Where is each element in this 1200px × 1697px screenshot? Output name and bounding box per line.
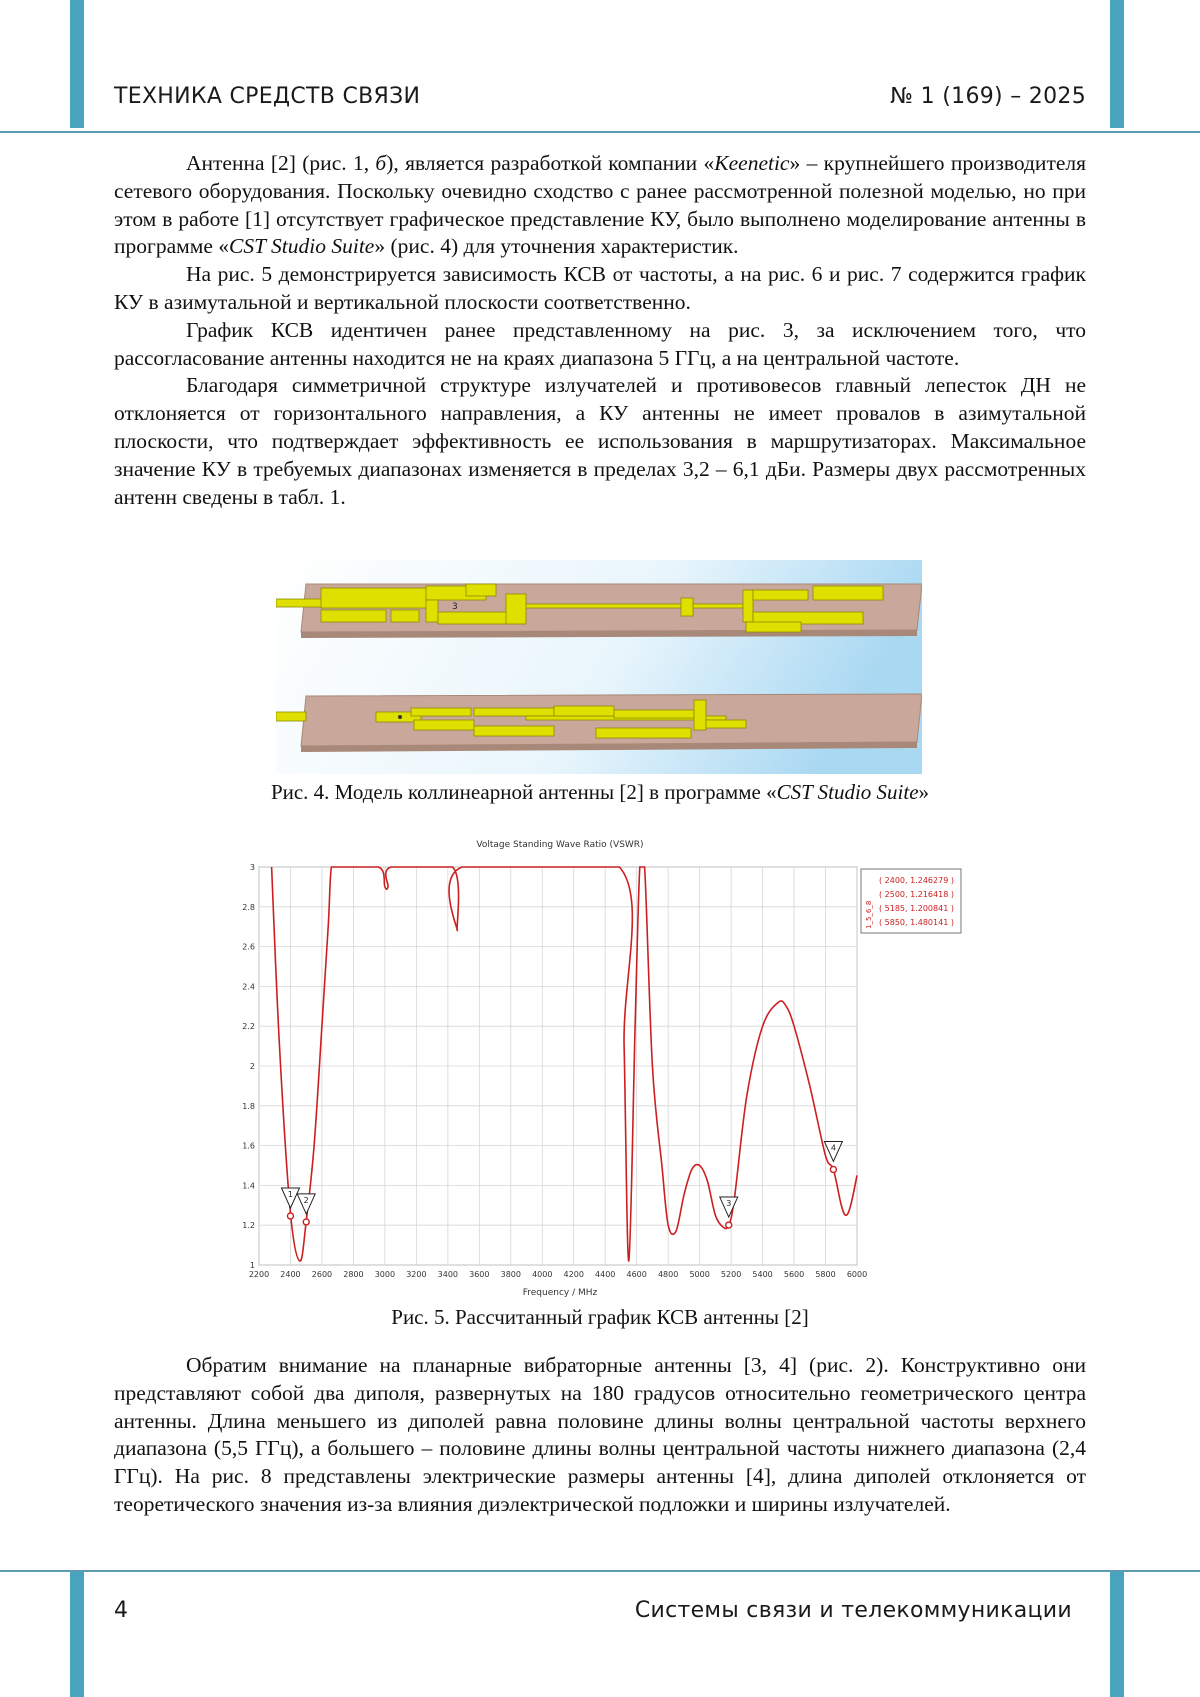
chart-title: Voltage Standing Wave Ratio (VSWR) bbox=[476, 840, 644, 850]
y-tick-label: 1.2 bbox=[242, 1221, 255, 1231]
antenna-board-top bbox=[276, 584, 922, 638]
x-tick-label: 4200 bbox=[563, 1270, 584, 1279]
x-tick-label: 5600 bbox=[783, 1270, 805, 1279]
y-tick-label: 1.4 bbox=[242, 1181, 255, 1191]
x-tick-label: 3400 bbox=[437, 1270, 459, 1279]
y-tick-label: 3 bbox=[249, 863, 255, 872]
page-number: 4 bbox=[114, 1598, 129, 1623]
y-tick-label: 2.4 bbox=[242, 982, 255, 992]
y-tick-label: 2.6 bbox=[242, 942, 255, 952]
x-tick-label: 3600 bbox=[469, 1270, 490, 1279]
marker-label: 3 bbox=[726, 1199, 732, 1209]
footer-rule bbox=[0, 1570, 1200, 1572]
x-tick-label: 4800 bbox=[657, 1270, 679, 1279]
x-tick-label: 4600 bbox=[626, 1270, 647, 1279]
x-tick-label: 3800 bbox=[500, 1270, 521, 1279]
x-tick-label: 3000 bbox=[374, 1270, 396, 1279]
x-tick-label: 2400 bbox=[280, 1270, 301, 1279]
figure4-caption: Рис. 4. Модель коллинеарной антенны [2] в программе «CST Studio Suite» bbox=[270, 780, 930, 804]
paragraph: Антенна [2] (рис. 1, б), является разработкой компании «Keenetic» – крупнейшего производителя сетевого оборудования. Поскольку очевидно сходство с ранее рассмотренной полезной моделью, но при этом в работе [1] отсутствует графическое представление КУ, было выполнено моделирование антенны в программе «CST Studio Suite» (рис. 4) для уточнения характеристик. bbox=[114, 151, 1086, 259]
figure5-caption: Рис. 5. Рассчитанный график КСВ антенны [2] bbox=[391, 1305, 809, 1329]
marker-point bbox=[830, 1166, 836, 1172]
paragraph: На рис. 5 демонстрируется зависимость КСВ от частоты, а на рис. 6 и рис. 7 содержится график КУ в азимутальной и вертикальной плоскости соответственно. bbox=[114, 262, 1086, 314]
x-axis-label: Frequency / MHz bbox=[522, 1288, 598, 1298]
x-tick-label: 5000 bbox=[689, 1270, 710, 1279]
chart-frame bbox=[235, 835, 965, 1305]
legend-entry: ( 5850, 1.480141 ) bbox=[879, 918, 954, 927]
marker-label: 4 bbox=[830, 1143, 836, 1153]
y-tick-label: 1.6 bbox=[242, 1141, 255, 1151]
x-tick-label: 2800 bbox=[343, 1270, 364, 1279]
paragraph: Обратим внимание на планарные вибраторные антенны [3, 4] (рис. 2). Конструктивно они представляют собой два диполя, развернутых на 180 градусов относительно геометрического центра антенны. Длина меньшего из диполей равна половине длины волны центральной частоты верхнего диапазона (5,5 ГГц), а большего – половине длины волны центральной частоты нижнего диапазона (2,4 ГГц). На рис. 8 представлены электрические размеры антенны [4], длина диполей отклоняется от теоретического значения из-за влияния диэлектрической подложки и ширины излучателей. bbox=[114, 1353, 1086, 1516]
left-top-bar bbox=[70, 0, 84, 128]
y-tick-label: 2 bbox=[249, 1062, 255, 1071]
right-top-bar bbox=[1110, 0, 1124, 128]
legend-entry: ( 5185, 1.200841 ) bbox=[879, 904, 954, 913]
journal-title: ТЕХНИКА СРЕДСТВ СВЯЗИ bbox=[114, 84, 421, 109]
antenna-model-figure bbox=[276, 560, 922, 774]
x-tick-label: 5400 bbox=[752, 1270, 773, 1279]
x-tick-label: 5800 bbox=[815, 1270, 836, 1279]
paragraph: Благодаря симметричной структуре излучателей и противовесов главный лепесток ДН не отклоняется от горизонтального направления, а КУ антенны не имеет провалов в азимутальной плоскости, что подтверждает эффективность ее использования в маршрутизаторах. Максимальное значение КУ в требуемых диапазонах изменяется в пределах 3,2 – 6,1 дБи. Размеры двух рассмотренных антенн сведены в табл. 1. bbox=[114, 373, 1086, 509]
x-tick-label: 2200 bbox=[248, 1270, 270, 1279]
x-tick-label: 3200 bbox=[406, 1270, 427, 1279]
marker-point bbox=[303, 1219, 309, 1225]
x-tick-label: 2600 bbox=[311, 1270, 333, 1279]
marker-label: 2 bbox=[303, 1195, 309, 1205]
legend-entry: ( 2500, 1.216418 ) bbox=[879, 890, 954, 899]
x-tick-label: 6000 bbox=[846, 1270, 868, 1279]
antenna-board-bottom bbox=[276, 694, 922, 752]
marker-label: 1 bbox=[287, 1189, 294, 1199]
x-tick-label: 4400 bbox=[595, 1270, 616, 1279]
legend-side-label: 1_5_6_8 bbox=[865, 900, 873, 929]
x-tick-label: 4000 bbox=[532, 1270, 553, 1279]
x-tick-label: 5200 bbox=[720, 1270, 742, 1279]
paragraph: График КСВ идентичен ранее представленному на рис. 3, за исключением того, что рассогласование антенны находится не на краях диапазона 5 ГГц, а на центральной частоте. bbox=[114, 317, 1086, 370]
vswr-chart bbox=[235, 835, 965, 1305]
legend-entry: ( 2400, 1.246279 ) bbox=[879, 876, 954, 885]
y-tick-label: 2.8 bbox=[242, 902, 255, 912]
left-bottom-bar bbox=[70, 1572, 84, 1697]
marker-point bbox=[726, 1222, 732, 1228]
right-bottom-bar bbox=[1110, 1572, 1124, 1697]
body-text-bottom bbox=[114, 1352, 1086, 1519]
marker-point bbox=[287, 1213, 293, 1219]
y-tick-label: 1.8 bbox=[242, 1101, 255, 1111]
body-text-top bbox=[114, 150, 1086, 511]
y-tick-label: 2.2 bbox=[242, 1022, 255, 1032]
header-rule bbox=[0, 131, 1200, 133]
issue-number: № 1 (169) – 2025 bbox=[890, 84, 1086, 109]
section-title: Системы связи и телекоммуникации bbox=[634, 1598, 1072, 1623]
y-tick-label: 1 bbox=[249, 1261, 255, 1270]
svg-text:3: 3 bbox=[452, 602, 458, 612]
